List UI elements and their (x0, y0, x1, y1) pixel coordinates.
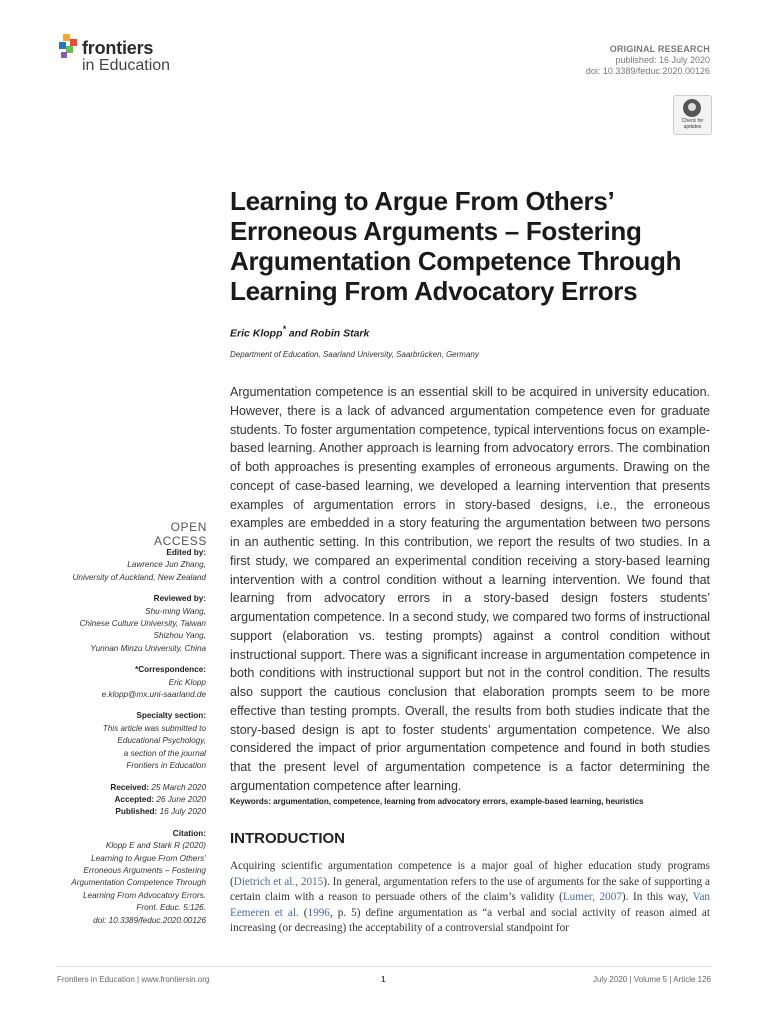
citation-line: Front. Educ. 5:126. (136, 903, 206, 913)
reviewer-name: Shizhou Yang, (153, 631, 206, 641)
accepted-date: Accepted: 26 June 2020 (114, 794, 206, 804)
citation-line: Argumentation Competence Through (71, 878, 206, 888)
specialty-line: This article was submitted to (102, 723, 206, 733)
brand-name: frontiers (82, 38, 154, 58)
brand-subtitle: in Education (82, 57, 171, 74)
citation-link[interactable]: Van Eemeren et al. (230, 891, 711, 919)
specialty-heading: Specialty section: (136, 711, 206, 721)
received-date: Received: 25 March 2020 (110, 782, 206, 792)
published-date: published: 16 July 2020 (615, 55, 710, 65)
check-for-updates-button[interactable] (673, 95, 712, 135)
citation-link[interactable]: Dietrich et al., 2015 (233, 875, 324, 888)
keywords-text: argumentation, competence, learning from advocatory errors, example-based learning, heuristics (273, 797, 644, 806)
citation-link[interactable]: Lumer, 2007 (562, 891, 622, 904)
correspondence-star: * (282, 324, 286, 334)
journal-logo[interactable] (57, 34, 192, 80)
keywords (230, 797, 720, 806)
correspondence-email-link[interactable]: e.klopp@mx.uni-saarland.de (101, 690, 206, 700)
citation-line: Klopp E and Stark R (2020) (105, 841, 206, 851)
published-date-sidebar: Published: 16 July 2020 (115, 807, 206, 817)
citation-link[interactable]: 1996 (307, 906, 330, 919)
article-meta (586, 44, 710, 77)
editor-name: Lawrence Jun Zhang, (127, 560, 206, 570)
footer-divider (57, 966, 711, 967)
citation-line: Erroneous Arguments – Fostering (83, 865, 206, 875)
open-access-label: OPEN ACCESS (154, 520, 207, 548)
author-name[interactable]: Eric Klopp (230, 327, 283, 340)
author-list (230, 324, 369, 340)
frontiers-logo-icon (57, 34, 81, 64)
citation-heading: Citation: (172, 828, 206, 838)
specialty-line: Frontiers in Education (126, 761, 206, 771)
introduction-paragraph: Acquiring scientific argumentation competence is a major goal of higher education study programs (Dietrich et al., 2015). In general, argumentation refers to the use of arguments for the sake of supporting a certain claim with a reason to persuade others of the claim’s validity (Lumer, 2007). In this way, Van Eemeren et al. (1996, p. 5) define argumentation as “a verbal and social activity of reason aimed at increasing (or decreasing) the acceptability of a controversial standpoint for (230, 860, 711, 935)
reviewer-affiliation: Chinese Culture University, Taiwan (79, 619, 206, 629)
section-heading-introduction: INTRODUCTION (230, 830, 345, 847)
check-updates-label: Check for updates (681, 118, 704, 130)
check-updates-icon (683, 99, 701, 117)
doi-link[interactable]: doi: 10.3389/feduc.2020.00126 (585, 66, 710, 76)
citation-doi-link[interactable]: doi: 10.3389/feduc.2020.00126 (93, 915, 206, 925)
keywords-label: Keywords: (230, 797, 271, 806)
correspondence-heading: *Correspondence: (135, 665, 206, 675)
footer-issue-info: July 2020 | Volume 5 | Article 126 (592, 975, 711, 984)
page-number: 1 (381, 975, 386, 984)
footer-journal-link[interactable]: Frontiers in Education | www.frontiersin.org (57, 975, 210, 984)
specialty-line: Educational Psychology, (117, 736, 206, 746)
author-name[interactable]: and Robin Stark (285, 327, 370, 340)
edited-by-heading: Edited by: (166, 548, 206, 557)
article-info-sidebar (40, 547, 206, 927)
article-type: ORIGINAL RESEARCH (609, 44, 710, 54)
affiliation: Department of Education, Saarland University, Saarbrücken, Germany (230, 350, 479, 359)
abstract-text: Argumentation competence is an essential skill to be acquired in university education. However, there is a lack of advanced argumentation competence even for graduate students. To foster argumentation competence, typical interventions focus on example-based learning. Another approach is learning from advocatory errors. The combination of both approaches is presenting examples of erroneous arguments. Drawing on the concept of case-based learning, we developed a learning intervention that presents examples of argumentation errors in story-based designs, i.e., the erroneous examples are embedded in a story featuring the argumentation between two persons in an authentic setting. In this contribution, we report the results of two studies. In a first study, we compared an experimental condition receiving a story-based learning intervention with a control condition without a learning intervention. We found that learning from advocatory errors in a story-based design fosters students’ argumentation competence. In a second study, we compared two forms of instructional support (elaboration vs. testing prompts) against a control condition without instructional support. There was a significant increase in argumentation competence in both conditions with instructional support but not in the control condition. The results also support the cautious conclusion that elaboration prompts seem to be more effective than testing prompts. Overall, the results from both studies indicate that the story-based design is apt to foster students’ argumentation competence. We also considered the impact of prior argumentation competence and found in both studies that the present level of argumentation competence is a factor determining the argumentation competence after learning. (230, 385, 710, 793)
correspondence-name: Eric Klopp (168, 677, 206, 687)
editor-affiliation: University of Auckland, New Zealand (72, 572, 206, 582)
reviewer-affiliation: Yunnan Minzu University, China (90, 643, 206, 653)
specialty-line: a section of the journal (123, 748, 206, 758)
citation-line: Learning to Argue From Others’ (91, 853, 206, 863)
reviewed-by-heading: Reviewed by: (153, 594, 206, 604)
reviewer-name: Shu-ming Wang, (145, 606, 206, 616)
citation-line: Learning From Advocatory Errors. (82, 890, 206, 900)
article-title: Learning to Argue From Others’ Erroneous Arguments – Fostering Argumentation Competence Through Learning From Advocatory Errors (230, 186, 682, 306)
